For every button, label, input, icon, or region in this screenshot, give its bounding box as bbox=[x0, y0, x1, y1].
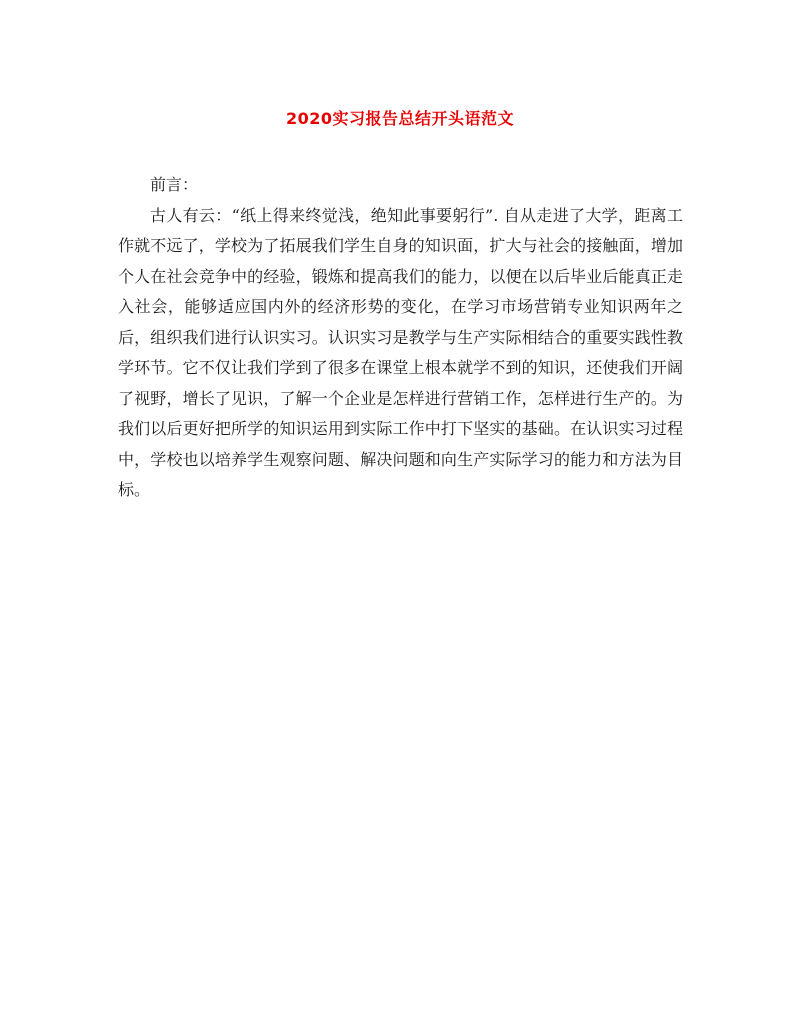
document-body bbox=[118, 170, 683, 506]
preface-label: 前言： bbox=[150, 175, 199, 194]
document-title: 2020实习报告总结开头语范文 bbox=[285, 109, 515, 128]
body-paragraph: 古人有云：“纸上得来终觉浅，绝知此事要躬行”. 自从走进了大学，距离工作就不远了，学校为了拓展我们学生自身的知识面，扩大与社会的接触面，增加个人在社会竞争中的经验，锻炼和提高我们的能力，以便在以后毕业后能真正走入社会，能够适应国内外的经济形势的变化，在学习市场营销专业知识两年之后，组织我们进行认识实习。认识实习是教学与生产实际相结合的重要实践性教学环节。它不仅让我们学到了很多在课堂上根本就学不到的知识，还使我们开阔了视野，增长了见识，了解一个企业是怎样进行营销工作，怎样进行生产的。为我们以后更好把所学的知识运用到实际工作中打下坚实的基础。在认识实习过程中，学校也以培养学生观察问题、解决问题和向生产实际学习的能力和方法为目标。 bbox=[118, 205, 683, 499]
